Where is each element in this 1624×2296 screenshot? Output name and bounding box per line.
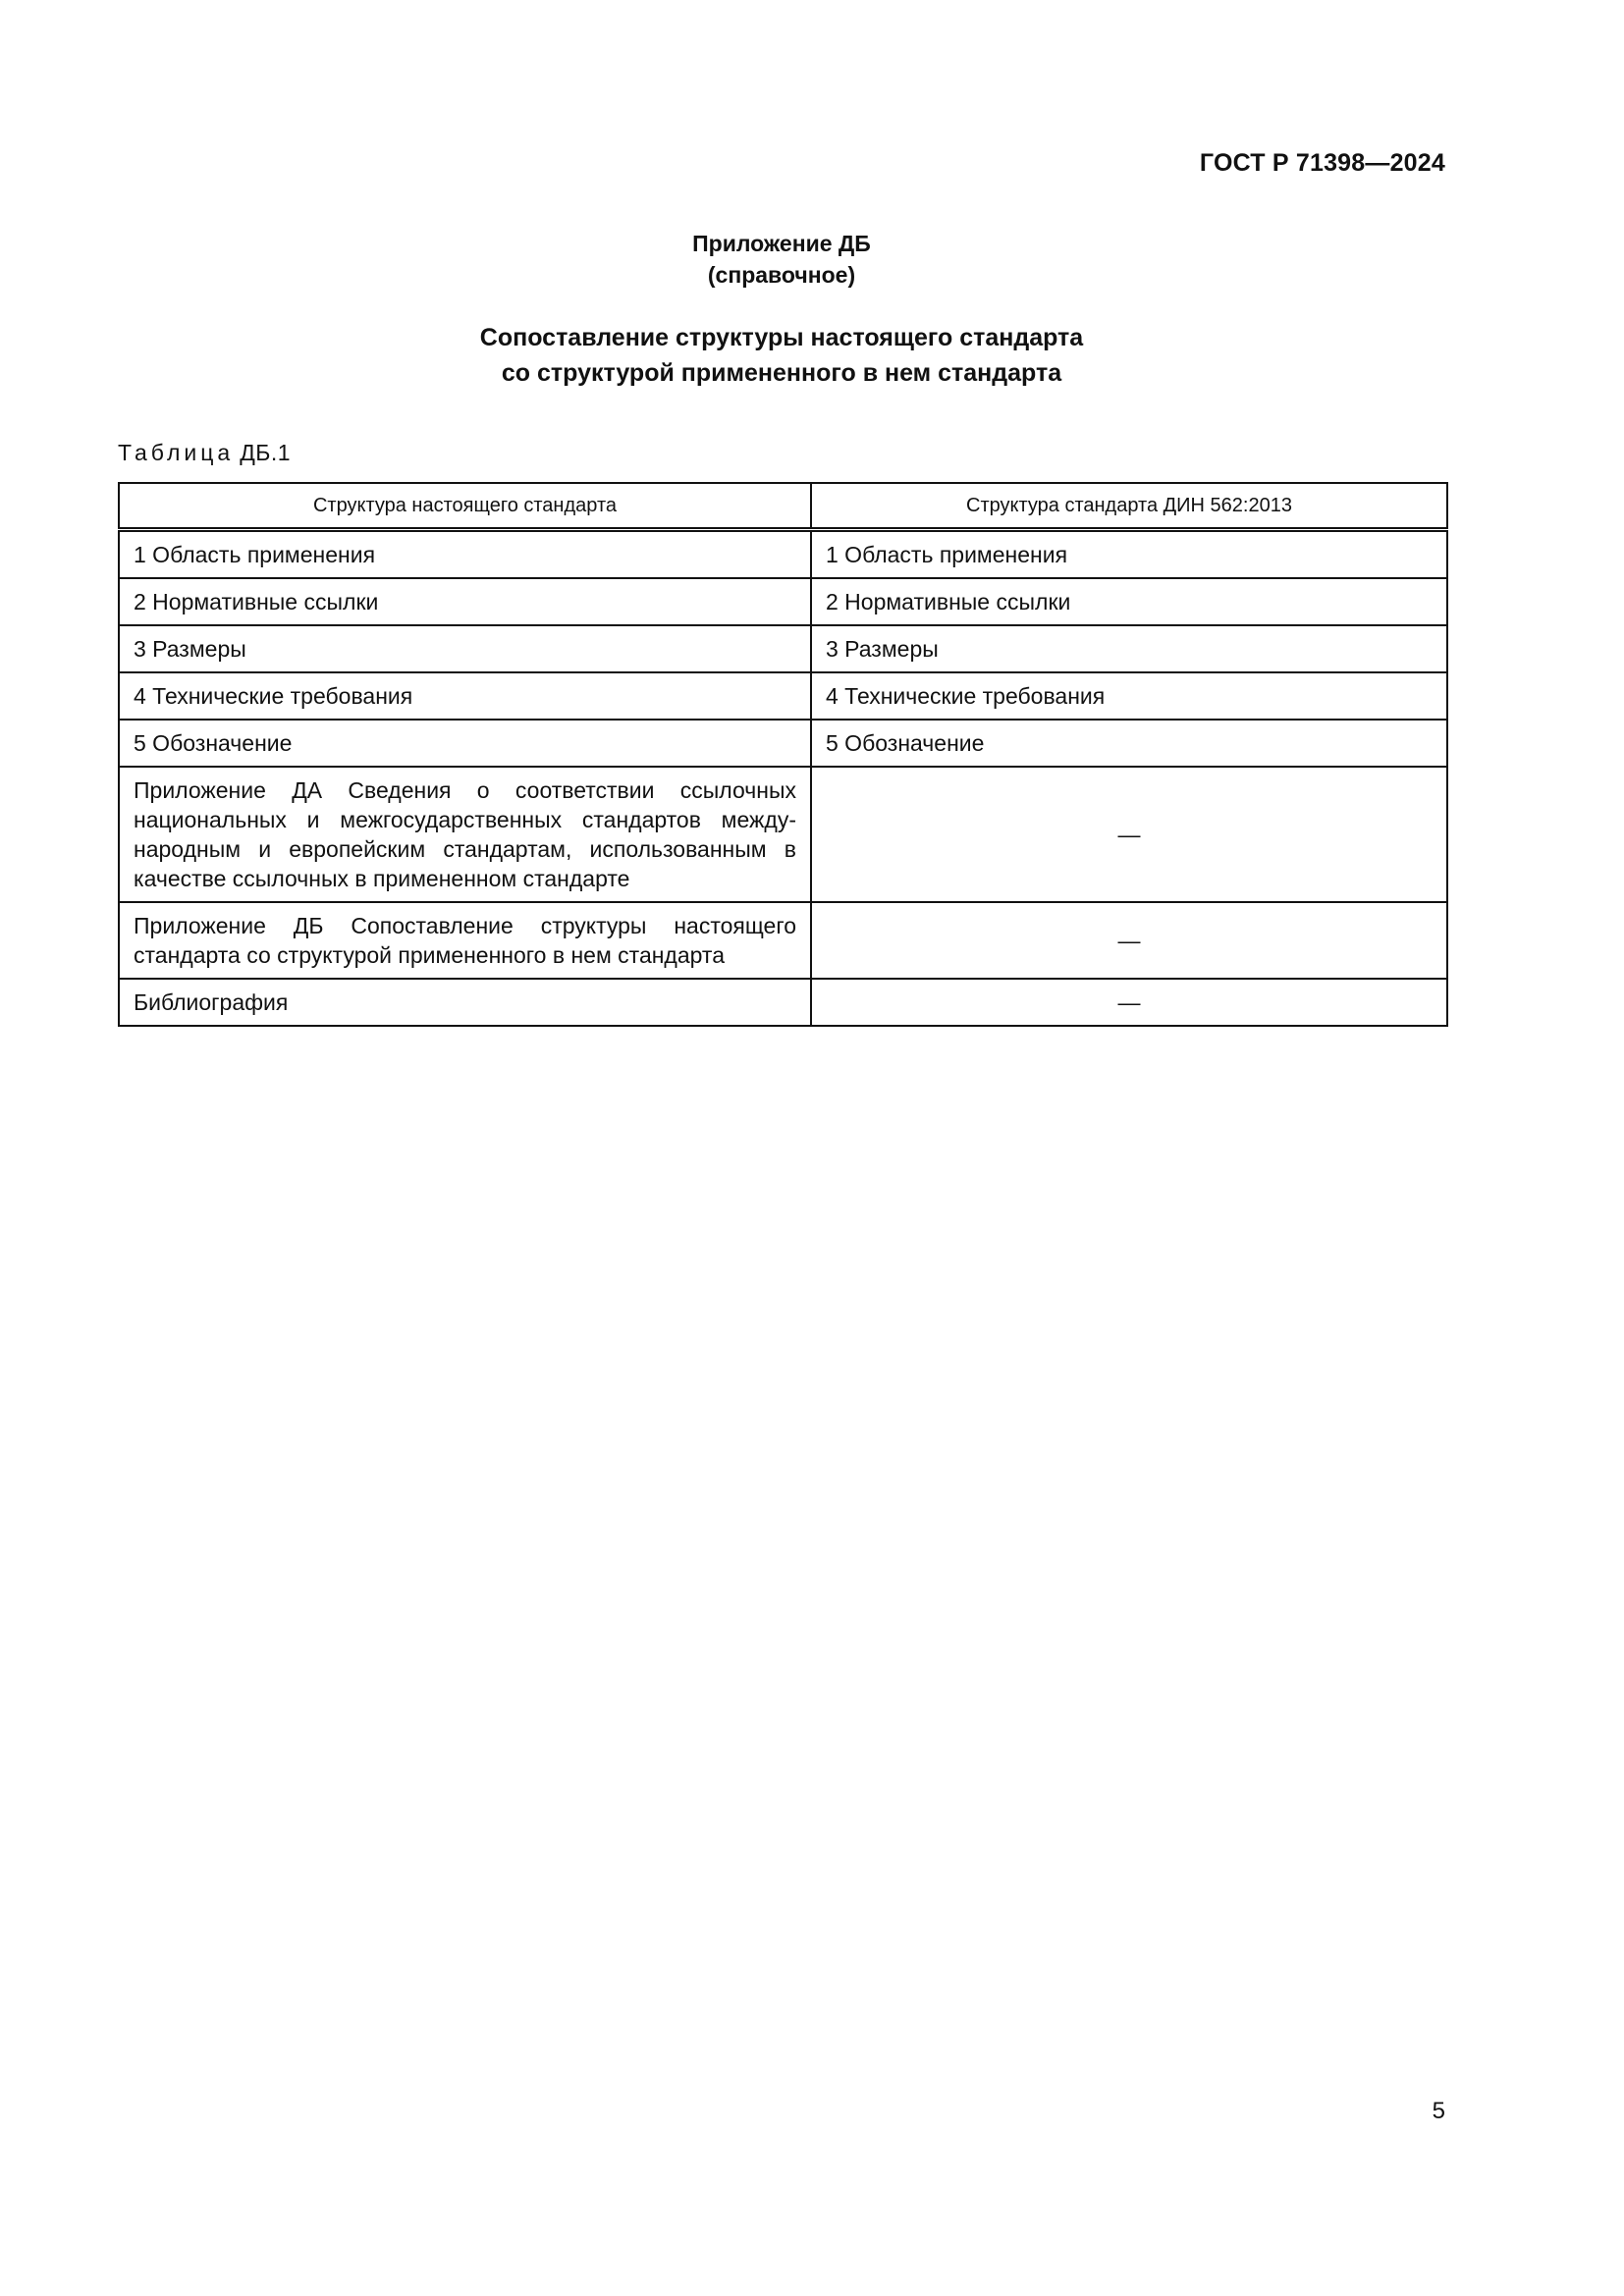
annex-title-line-1: Сопоставление структуры настоящего стандарта	[479, 324, 1084, 351]
table-cell-current: 4 Технические требования	[119, 672, 811, 720]
table-cell-din: 4 Технические требования	[811, 672, 1447, 720]
table-cell-din: —	[811, 902, 1447, 979]
table-row	[119, 720, 1447, 767]
table-row	[119, 979, 1447, 1026]
annex-status: (справочное)	[707, 262, 856, 288]
table-row	[119, 767, 1447, 902]
structure-comparison-table	[118, 482, 1448, 1027]
table-cell-din: 2 Нормативные ссылки	[811, 578, 1447, 625]
table-cell-din: 3 Размеры	[811, 625, 1447, 672]
table-cell-current: 3 Размеры	[119, 625, 811, 672]
table-cell-current: Приложение ДА Сведения о соответствии ссылочных национальных и межгосударственных стандартов международным и европейским стандартам, использованным в качестве ссылочных в примененном стандарте	[119, 767, 811, 902]
document-code: ГОСТ Р 71398—2024	[1199, 149, 1445, 177]
table-cell-current: 2 Нормативные ссылки	[119, 578, 811, 625]
table-cell-current: Библиография	[119, 979, 811, 1026]
annex-title	[0, 320, 1563, 391]
table-cell-din: 5 Обозначение	[811, 720, 1447, 767]
annex-title-line-2: со структурой примененного в нем стандарта	[501, 359, 1062, 387]
table-cell-din: —	[811, 979, 1447, 1026]
table-cell-din: 1 Область применения	[811, 530, 1447, 579]
table-row	[119, 578, 1447, 625]
annex-heading	[0, 228, 1563, 291]
table-row	[119, 902, 1447, 979]
table-row	[119, 530, 1447, 579]
column-header-din-standard: Структура стандарта ДИН 562:2013	[811, 483, 1447, 530]
page-number: 5	[1432, 2098, 1445, 2124]
annex-label: Приложение ДБ	[692, 231, 871, 256]
table-cell-din: —	[811, 767, 1447, 902]
table-cell-current: 5 Обозначение	[119, 720, 811, 767]
table-row	[119, 672, 1447, 720]
table-row	[119, 625, 1447, 672]
table-caption-word: Таблица	[118, 440, 235, 465]
table-caption-number: ДБ.1	[240, 440, 292, 465]
table-cell-current: 1 Область применения	[119, 530, 811, 579]
column-header-current-standard: Структура настоящего стандарта	[119, 483, 811, 530]
table-caption	[118, 440, 291, 466]
table-cell-current: Приложение ДБ Сопоставление структуры настоящего стандарта со структурой примененного в нем стандарта	[119, 902, 811, 979]
table-header-row	[119, 483, 1447, 530]
